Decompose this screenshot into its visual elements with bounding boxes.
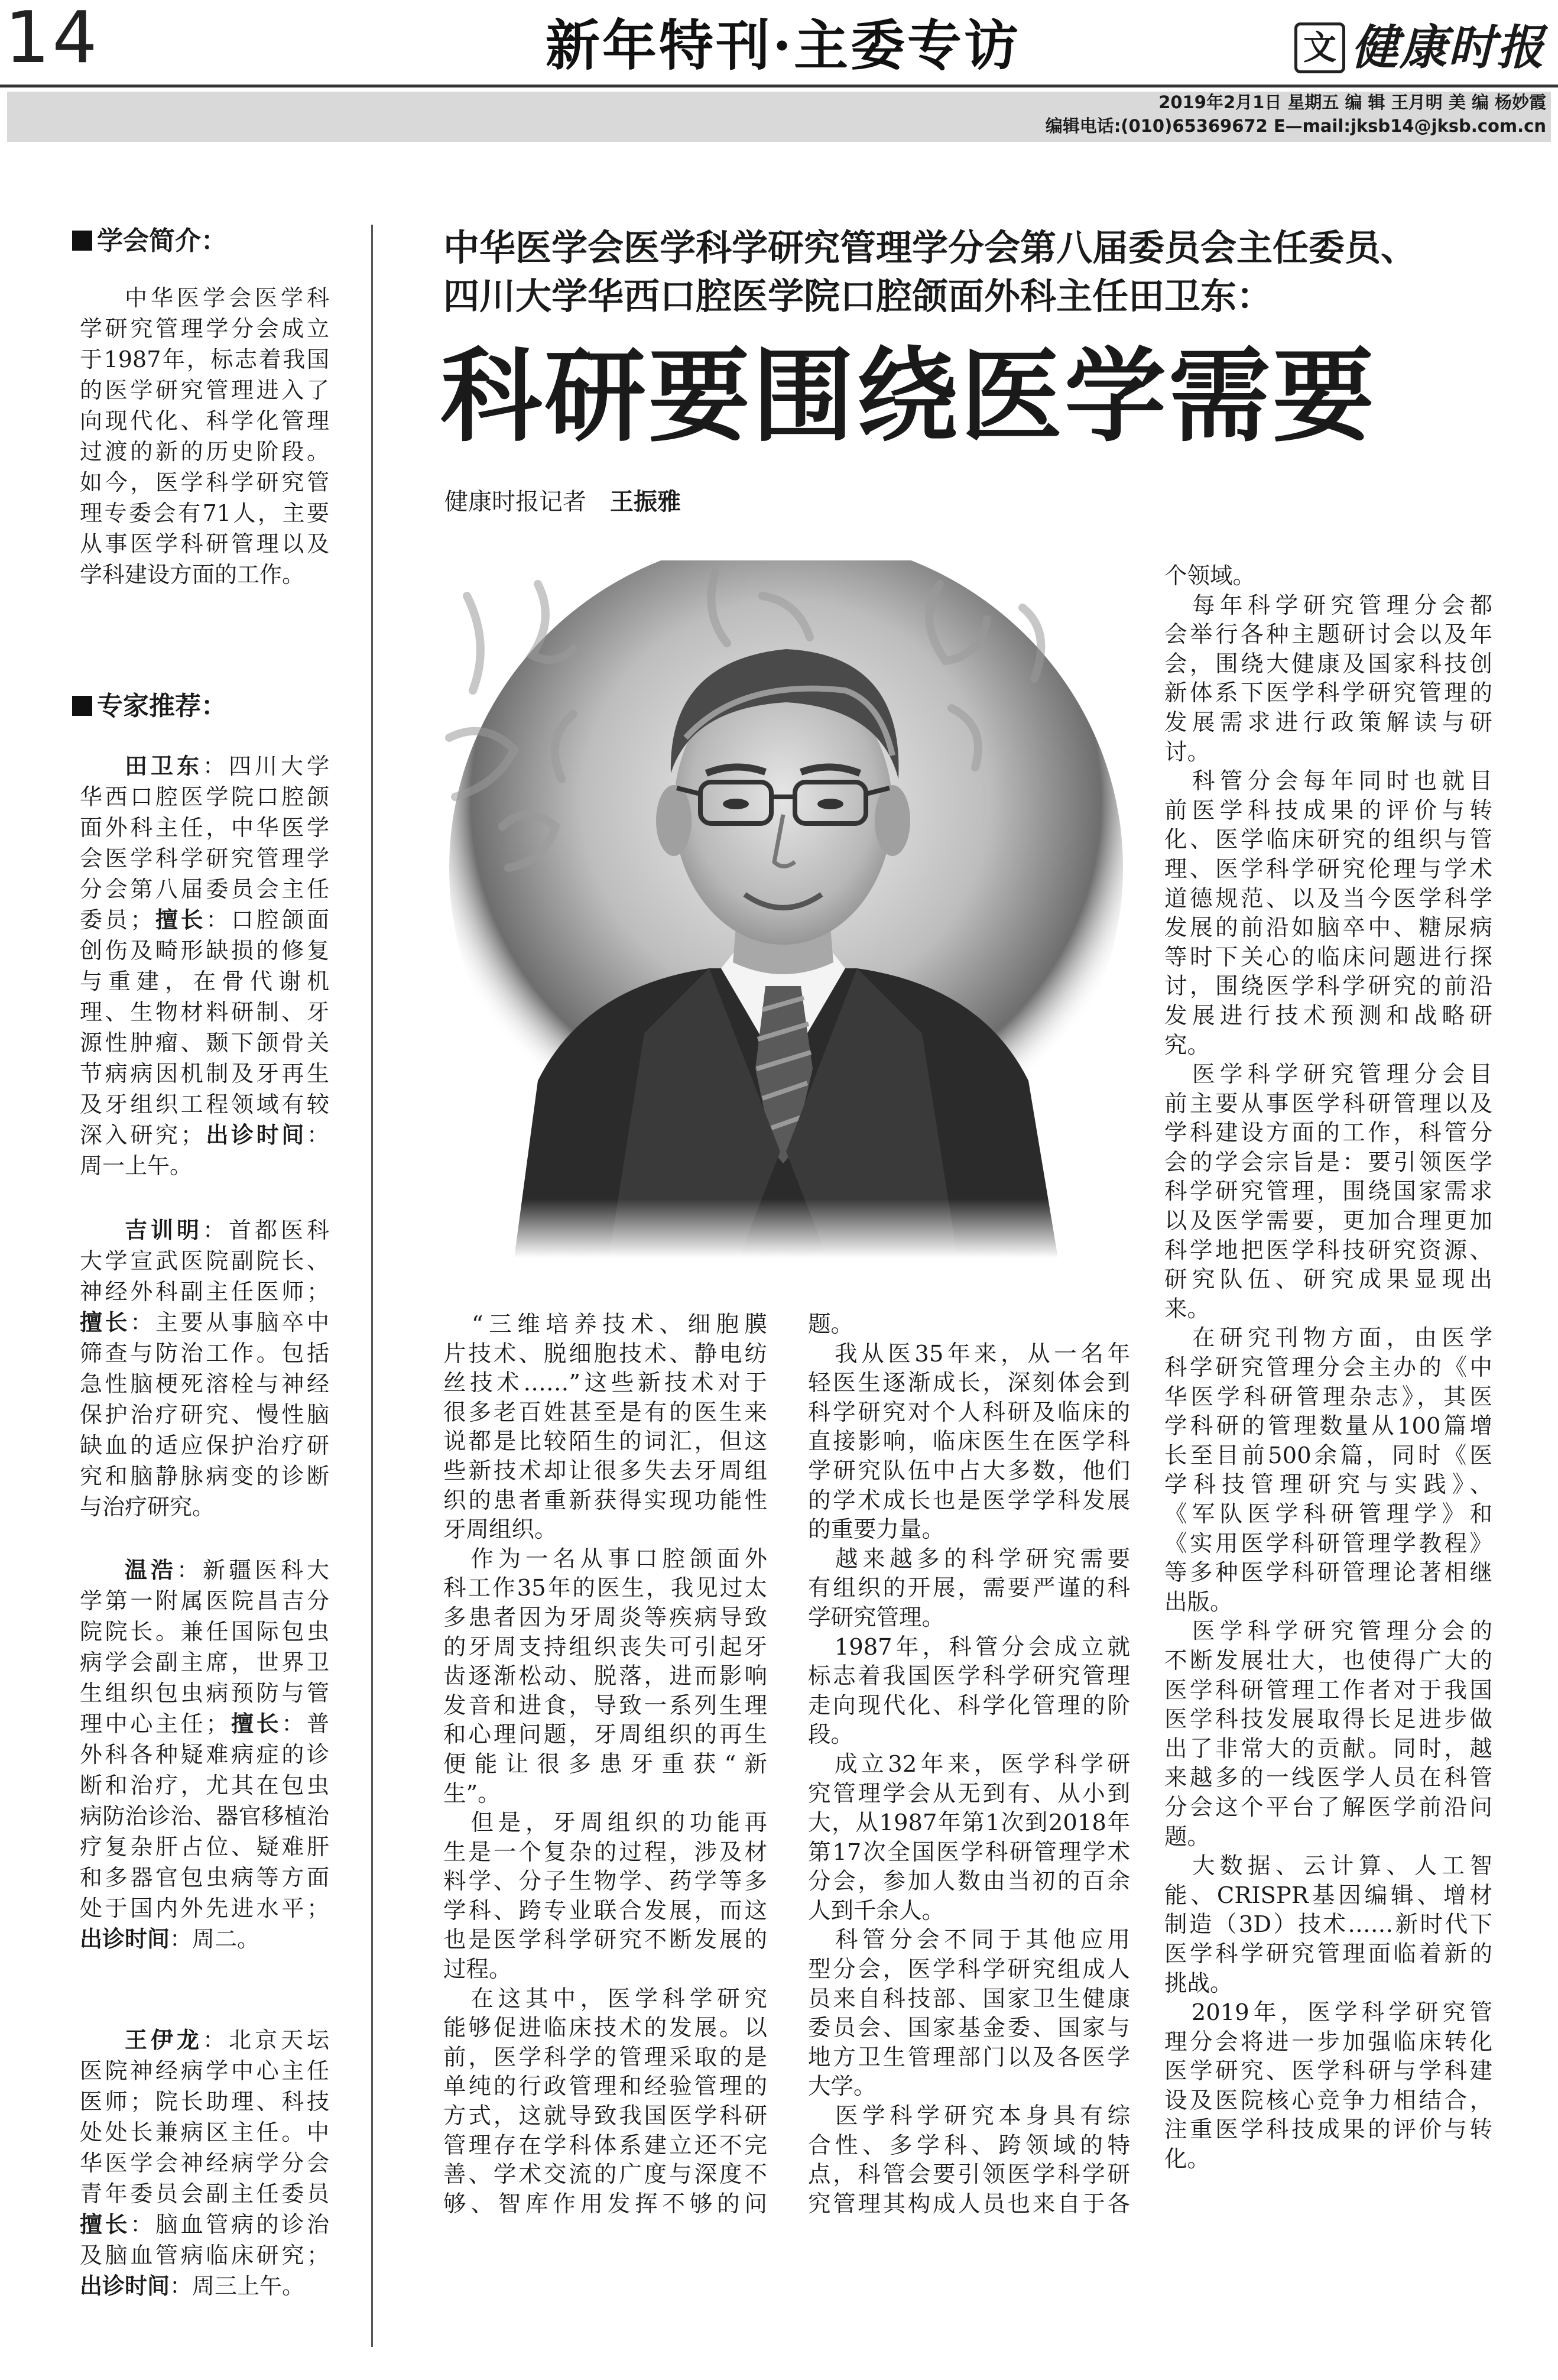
article-line: 分会这个平台了解医学前沿问 xyxy=(1164,1794,1492,1821)
expert-line xyxy=(80,1862,329,1893)
byline xyxy=(444,486,681,518)
article-line: 能、CRISPR基因编辑、增材 xyxy=(1164,1882,1492,1909)
expert-text: 源性肿瘤、颞下颌骨关 xyxy=(80,1030,329,1056)
society-intro-line: 理专委会有71人，主要 xyxy=(80,500,329,526)
article-line: 第17次全国医学科研管理学术 xyxy=(808,1838,1130,1866)
article-line: 很多老百姓甚至是有的医生来 xyxy=(443,1399,767,1426)
article-line: 单纯的行政管理和经验管理的 xyxy=(443,2073,767,2100)
expert-text: 及牙组织工程领域有较 xyxy=(80,1091,329,1117)
portrait-illustration xyxy=(431,560,1135,1258)
article-line: 新体系下医学科学研究管理的 xyxy=(1164,680,1492,707)
expert-line xyxy=(80,1246,329,1276)
article-line: 的学术成长也是医学学科发展 xyxy=(808,1487,1130,1514)
article-line: 直接影响，临床医生在医学科 xyxy=(808,1428,1130,1455)
article-line: 讨，围绕医学科学研究的前沿 xyxy=(1164,973,1492,1000)
expert-line xyxy=(80,966,329,997)
expert-line xyxy=(80,1120,329,1150)
expert-text: 学第一附属医院昌吉分 xyxy=(80,1588,329,1614)
article-line: 设及医院核心竞争力相结合， xyxy=(1164,2087,1492,2114)
article-line: 发展进行技术预测和战略研 xyxy=(1164,1002,1492,1029)
expert-line xyxy=(80,1924,329,1954)
society-intro xyxy=(80,283,329,590)
article-line: 在研究刊物方面，由医学 xyxy=(1164,1325,1492,1352)
expert-line xyxy=(80,2271,329,2301)
article-line: 学研究管理。 xyxy=(808,1604,945,1631)
experts-heading xyxy=(72,689,227,724)
expert-line xyxy=(80,997,329,1027)
article-line: 织的患者重新获得实现功能性 xyxy=(443,1487,767,1514)
article-line: 出版。 xyxy=(1164,1588,1233,1616)
expert-text: ：普 xyxy=(281,1711,329,1737)
article-column-2 xyxy=(808,1310,1130,2219)
expert-label: 擅长 xyxy=(80,1309,131,1335)
expert-line xyxy=(80,1491,329,1522)
article-line: 型分会，医学科学研究组成人 xyxy=(808,1956,1130,1983)
header-rule xyxy=(0,85,1558,87)
expert-text: ：口腔颌面 xyxy=(206,907,329,933)
article-line: “三维培养技术、细胞膜 xyxy=(443,1311,767,1338)
expert-text: 深入研究； xyxy=(80,1122,203,1148)
expert-text: 理、生物材料研制、牙 xyxy=(80,999,329,1025)
expert-text: 大学宣武医院副院长、 xyxy=(80,1248,329,1274)
expert-text: 生组织包虫病预防与管 xyxy=(80,1680,329,1706)
expert-text: 委员； xyxy=(80,907,153,933)
expert-line xyxy=(80,1276,329,1307)
article-line: 大数据、云计算、人工智 xyxy=(1164,1853,1492,1880)
article-line: 等多种医学科研管理论著相继 xyxy=(1164,1559,1492,1587)
article-line: 也是医学科学研究不断发展的 xyxy=(443,1927,767,1954)
article-line: 究。 xyxy=(1164,1032,1210,1059)
expert-text: 外科各种疑难病症的诊 xyxy=(80,1742,329,1768)
article-line: 方式，这就导致我国医学科研 xyxy=(443,2103,767,2130)
article-line: 作为一名从事口腔颌面外 xyxy=(443,1545,767,1572)
expert-line xyxy=(80,1770,329,1801)
article-line: 以及医学需要，更加合理更加 xyxy=(1164,1208,1492,1235)
expert-entry xyxy=(80,751,329,1181)
article-line: 医学研究、医学科研与学科建 xyxy=(1164,2058,1492,2085)
article-line: 研究队伍、研究成果显现出 xyxy=(1164,1266,1492,1293)
experts-heading-text: 专家推荐： xyxy=(97,691,227,721)
expert-label: 擅长 xyxy=(80,2212,131,2238)
article-line: 医学科学研究管理分会的 xyxy=(1164,1618,1492,1645)
article-line: 长至目前500余篇，同时《医 xyxy=(1164,1442,1492,1469)
subheadline-line-1: 中华医学会医学科学研究管理学分会第八届委员会主任委员、 xyxy=(443,227,1417,269)
expert-line xyxy=(80,2240,329,2271)
expert-line xyxy=(80,1307,329,1338)
article-line: 合性、多学科、跨领域的特 xyxy=(808,2132,1130,2159)
article-line: 走向现代化、科学化管理的阶 xyxy=(808,1692,1130,1719)
article-line: 能够促进临床技术的发展。以 xyxy=(443,2015,767,2042)
article-line: 生”。 xyxy=(443,1780,501,1807)
newspaper-logo xyxy=(1294,18,1554,77)
expert-line xyxy=(80,812,329,843)
article-line: 地方卫生管理部门以及各医学 xyxy=(808,2044,1130,2071)
article-line: 《实用医学科研管理学教程》 xyxy=(1164,1530,1492,1557)
article-line: 讨。 xyxy=(1164,738,1210,766)
article-line: 料学、分子生物学、药学等多 xyxy=(443,1868,767,1895)
expert-line xyxy=(80,1831,329,1862)
expert-line xyxy=(80,1801,329,1831)
article-line: 有组织的开展，需要严谨的科 xyxy=(808,1575,1130,1602)
article-line: 注重医学科技成果的评价与转 xyxy=(1164,2116,1492,2144)
sidebar-divider xyxy=(371,225,373,2347)
article-line: 每年科学研究管理分会都 xyxy=(1164,592,1492,619)
expert-label: 出诊时间 xyxy=(203,1122,307,1148)
article-line: 不断发展壮大，也使得广大的 xyxy=(1164,1647,1492,1674)
article-line: 题。 xyxy=(1164,1823,1210,1850)
expert-text: 急性脑梗死溶栓与神经 xyxy=(80,1371,329,1397)
expert-text: ：北京天坛 xyxy=(203,2027,329,2053)
article-line: 道德规范、以及当今医学科学 xyxy=(1164,885,1492,912)
expert-text: 与重建，在骨代谢机 xyxy=(80,968,329,994)
expert-label: 王伊龙 xyxy=(125,2027,203,2053)
article-line: 成立32年来，医学科学研 xyxy=(808,1750,1130,1778)
expert-label: 温浩 xyxy=(125,1557,177,1583)
expert-line xyxy=(80,2148,329,2178)
article-line: 员来自科技部、国家卫生健康 xyxy=(808,1985,1130,2012)
expert-text: 创伤及畸形缺损的修复 xyxy=(80,938,329,964)
article-line: 学科技管理研究与实践》、 xyxy=(1164,1471,1492,1499)
expert-line xyxy=(80,1616,329,1647)
expert-text: 医师；院长助理、科技 xyxy=(80,2089,329,2115)
article-column-3 xyxy=(1164,562,1492,2174)
article-line: 会举行各种主题研讨会以及年 xyxy=(1164,621,1492,648)
expert-line xyxy=(80,1399,329,1430)
article-line: 管理存在学科体系建立还不完 xyxy=(443,2132,767,2159)
expert-line xyxy=(80,782,329,812)
article-line: 便能让很多患牙重获“新 xyxy=(443,1750,767,1778)
article-line: 发音和进食，导致一系列生理 xyxy=(443,1692,767,1719)
section-title: 新年特刊·主委专访 xyxy=(545,14,1021,77)
expert-text: 神经外科副主任医师； xyxy=(80,1279,329,1305)
expert-line xyxy=(80,1708,329,1739)
expert-text: 理中心主任； xyxy=(80,1711,229,1737)
expert-text: 院院长。兼任国际包虫 xyxy=(80,1619,329,1645)
article-line: 说都是比较陌生的词汇，但这 xyxy=(443,1428,767,1455)
portrait-photo xyxy=(431,560,1135,1258)
article-line: 医学科技发展取得长足进步做 xyxy=(1164,1706,1492,1733)
expert-text: 筛查与防治工作。包括 xyxy=(80,1340,329,1366)
expert-text: 周一上午。 xyxy=(80,1153,193,1179)
society-intro-line: 如今，医学科学研究管 xyxy=(80,469,329,495)
expert-line xyxy=(80,843,329,874)
article-line: 我从医35年来，从一名年 xyxy=(808,1340,1130,1367)
article-line: 科管分会不同于其他应用 xyxy=(808,1927,1130,1954)
article-line: 轻医生逐渐成长，深刻体会到 xyxy=(808,1370,1130,1397)
expert-text: 断和治疗，尤其在包虫 xyxy=(80,1772,329,1798)
article-line: 来。 xyxy=(1164,1295,1210,1322)
expert-text: ： xyxy=(306,1122,329,1148)
article-line: 委员会、国家基金委、国家与 xyxy=(808,2015,1130,2042)
article-line: 牙周组织。 xyxy=(443,1516,557,1544)
expert-text: 究和脑静脉病变的诊断 xyxy=(80,1463,329,1489)
article-line: 分会，参加人数由当初的百余 xyxy=(808,1868,1130,1895)
article-line: 科学研究管理分会主办的《中 xyxy=(1164,1354,1492,1382)
expert-text: ：周三上午。 xyxy=(170,2273,305,2299)
article-column-1 xyxy=(443,1310,767,2219)
date-editor-line: 2019年2月1日 星期五 编 辑 王月明 美 编 杨妙霞 xyxy=(1158,92,1546,112)
expert-line xyxy=(80,1461,329,1491)
article-line: 大，从1987年第1次到2018年 xyxy=(808,1810,1130,1837)
expert-text: 医院神经病学中心主任 xyxy=(80,2058,329,2084)
expert-text: 处处长兼病区主任。中 xyxy=(80,2119,329,2145)
article-line: 标志着我国医学科学研究管理 xyxy=(808,1663,1130,1690)
article-line: 前，医学科学的管理采取的是 xyxy=(443,2044,767,2071)
expert-entry xyxy=(80,1555,329,1954)
article-line: 生是一个复杂的过程，涉及材 xyxy=(443,1838,767,1866)
article-line: 1987年，科管分会成立就 xyxy=(808,1633,1130,1661)
article-line: 的牙周支持组织丧失可引起牙 xyxy=(443,1633,767,1661)
expert-line xyxy=(80,1585,329,1616)
article-line: 医学科学研究管理分会目 xyxy=(1164,1061,1492,1088)
article-line: 齿逐渐松动、脱落，进而影响 xyxy=(443,1663,767,1690)
article-line: 前主要从事医学科研管理以及 xyxy=(1164,1090,1492,1117)
expert-text: ：四川大学 xyxy=(203,753,329,779)
expert-text: 与治疗研究。 xyxy=(80,1494,215,1520)
article-line: 段。 xyxy=(808,1721,854,1749)
subheadline-line-2: 四川大学华西口腔医学院口腔颌面外科主任田卫东： xyxy=(443,275,1273,317)
expert-label: 田卫东 xyxy=(125,753,203,779)
logo-mark-icon: 文 xyxy=(1294,22,1345,73)
article-line: 在这其中，医学科学研究 xyxy=(443,1985,767,2012)
article-line: 化、医学临床研究的组织与管 xyxy=(1164,826,1492,854)
article-line: 究管理学会从无到有、从小到 xyxy=(808,1780,1130,1807)
expert-line xyxy=(80,1058,329,1089)
expert-text: 分会第八届委员会主任 xyxy=(80,876,329,902)
expert-label: 擅长 xyxy=(228,1711,282,1737)
expert-text: 疗复杂肝占位、疑难肝 xyxy=(80,1834,329,1860)
contact-line: 编辑电话:(010)65369672 E—mail:jksb14@jksb.com.cn xyxy=(1045,116,1546,136)
expert-line xyxy=(80,2055,329,2086)
article-line: 等时下关心的临床问题进行探 xyxy=(1164,943,1492,971)
byline-prefix: 健康时报记者 xyxy=(444,488,586,515)
article-line: 化。 xyxy=(1164,2146,1210,2173)
expert-line xyxy=(80,904,329,935)
article-line: 些新技术却让很多失去牙周组 xyxy=(443,1457,767,1484)
expert-line xyxy=(80,1027,329,1058)
article-line: 来越多的一线医学人员在科管 xyxy=(1164,1765,1492,1792)
expert-line xyxy=(80,1893,329,1924)
article-line: 究管理其构成人员也来自于各 xyxy=(808,2190,1130,2217)
expert-line xyxy=(80,1647,329,1678)
article-line: 丝技术……”这些新技术对于 xyxy=(443,1370,767,1397)
expert-text: ：新疆医科大 xyxy=(177,1557,329,1583)
square-bullet-icon xyxy=(72,231,92,251)
article-line: 够、智库作用发挥不够的问 xyxy=(443,2190,767,2217)
article-line: 2019年，医学科学研究管 xyxy=(1164,1999,1492,2026)
expert-label: 擅长 xyxy=(152,907,206,933)
society-heading-text: 学会简介： xyxy=(97,226,227,256)
expert-line xyxy=(80,1555,329,1585)
expert-line xyxy=(80,1678,329,1708)
article-line: 片技术、脱细胞技术、静电纺 xyxy=(443,1340,767,1367)
society-intro-line: 过渡的新的历史阶段。 xyxy=(80,439,329,465)
article-line: 个领域。 xyxy=(1164,563,1256,589)
article-line: 和心理问题，牙周组织的再生 xyxy=(443,1721,767,1749)
society-intro-line: 学研究管理学分会成立 xyxy=(80,316,329,342)
expert-text: 及脑血管病临床研究； xyxy=(80,2242,329,2268)
expert-line xyxy=(80,2209,329,2240)
article-line: 大学。 xyxy=(808,2073,877,2100)
article-line: 医学科学研究管理面临着新的 xyxy=(1164,1940,1492,1967)
article-line: 科学研究对个人科研及临床的 xyxy=(808,1399,1130,1426)
article-line: 学研究队伍中占大多数，他们 xyxy=(808,1457,1130,1484)
expert-label: 出诊时间 xyxy=(80,2273,170,2299)
expert-line xyxy=(80,2086,329,2117)
expert-line xyxy=(80,1739,329,1770)
expert-line xyxy=(80,1338,329,1369)
expert-label: 出诊时间 xyxy=(80,1926,170,1952)
expert-entry xyxy=(80,1215,329,1522)
article-line: 医学科学研究本身具有综 xyxy=(808,2103,1130,2130)
expert-text: ：首都医科 xyxy=(203,1217,329,1243)
expert-line xyxy=(80,935,329,966)
expert-text: ：脑血管病的诊治 xyxy=(130,2212,329,2238)
article-line: 点，科管会要引领医学科学研 xyxy=(808,2161,1130,2188)
article-line: 题。 xyxy=(808,1311,854,1338)
article-line: 理分会将进一步加强临床转化 xyxy=(1164,2028,1492,2055)
expert-line xyxy=(80,2117,329,2148)
article-line: 科学地把医学科技研究资源、 xyxy=(1164,1237,1492,1264)
article-line: 挑战。 xyxy=(1164,1970,1233,1997)
expert-text: 保护治疗研究、慢性脑 xyxy=(80,1402,329,1428)
article-line: 学科研的管理数量从100篇增 xyxy=(1164,1413,1492,1440)
article-line: 会的学会宗旨是：要引领医学 xyxy=(1164,1149,1492,1176)
logo-name: 健康时报 xyxy=(1351,20,1545,75)
article-line: 越来越多的科学研究需要 xyxy=(808,1545,1130,1572)
society-intro-line: 学科建设方面的工作。 xyxy=(80,562,305,588)
expert-text: 和多器官包虫病等方面 xyxy=(80,1865,329,1891)
article-line: 学科建设方面的工作，科管分 xyxy=(1164,1120,1492,1147)
expert-text: 华医学会神经病学分会 xyxy=(80,2150,329,2176)
expert-line xyxy=(80,1430,329,1461)
article-line: 科工作35年的医生，我见过太 xyxy=(443,1575,767,1602)
article-line: 制造（3D）技术……新时代下 xyxy=(1164,1911,1492,1938)
expert-line xyxy=(80,1089,329,1120)
society-intro-line: 于1987年，标志着我国 xyxy=(80,346,329,372)
expert-line xyxy=(80,1150,329,1181)
expert-text: 处于国内外先进水平； xyxy=(80,1895,329,1921)
expert-text: 会医学科学研究管理学 xyxy=(80,845,329,871)
article-line: 会，围绕大健康及国家科技创 xyxy=(1164,650,1492,677)
expert-line xyxy=(80,1369,329,1399)
expert-line xyxy=(80,2178,329,2209)
expert-text: 病学会副主席，世界卫 xyxy=(80,1649,329,1675)
article-line: 理、医学科学研究伦理与学术 xyxy=(1164,855,1492,883)
expert-line xyxy=(80,2025,329,2055)
society-intro-line: 向现代化、科学化管理 xyxy=(80,408,329,434)
article-line: 学科、跨专业联合发展，而这 xyxy=(443,1897,767,1924)
article-line: 科学研究管理，围绕国家需求 xyxy=(1164,1178,1492,1205)
article-line: 善、学术交流的广度与深度不 xyxy=(443,2161,767,2188)
article-line: 发展需求进行政策解读与研 xyxy=(1164,709,1492,736)
expert-text: ：周二。 xyxy=(170,1926,260,1952)
article-line: 医学科研管理工作者对于我国 xyxy=(1164,1677,1492,1704)
article-line: 发展的前沿如脑卒中、糖尿病 xyxy=(1164,915,1492,942)
expert-text: 华西口腔医学院口腔颌 xyxy=(80,784,329,810)
expert-text: 病防治诊治、器官移植治 xyxy=(80,1803,329,1829)
article-line: 《军队医学科研管理学》和 xyxy=(1164,1501,1492,1528)
main-headline: 科研要围绕医学需要 xyxy=(440,336,1377,456)
society-intro-line: 中华医学会医学科 xyxy=(125,285,329,311)
article-line: 但是，牙周组织的功能再 xyxy=(443,1810,767,1837)
expert-line xyxy=(80,1215,329,1246)
expert-text: 节病病因机制及牙再生 xyxy=(80,1061,329,1087)
article-line: 多患者因为牙周炎等疾病导致 xyxy=(443,1604,767,1631)
expert-text: ：主要从事脑卒中 xyxy=(130,1309,329,1335)
article-line: 科管分会每年同时也就目 xyxy=(1164,768,1492,795)
expert-entry xyxy=(80,2025,329,2301)
expert-text: 面外科主任，中华医学 xyxy=(80,815,329,841)
article-line: 出了非常大的贡献。同时，越 xyxy=(1164,1735,1492,1762)
society-heading xyxy=(72,223,227,259)
byline-name: 王振雅 xyxy=(610,488,681,515)
page-number: 14 xyxy=(5,0,100,79)
society-intro-line: 的医学研究管理进入了 xyxy=(80,377,329,403)
expert-text: 青年委员会副主任委员 xyxy=(80,2181,329,2207)
expert-label: 吉训明 xyxy=(125,1217,203,1243)
article-line: 前医学科技成果的评价与转 xyxy=(1164,797,1492,824)
expert-line xyxy=(80,874,329,904)
expert-text: 缺血的适应保护治疗研 xyxy=(80,1432,329,1458)
expert-line xyxy=(80,751,329,782)
article-line: 的重要力量。 xyxy=(808,1516,945,1544)
square-bullet-icon xyxy=(72,696,92,716)
article-line: 人到千余人。 xyxy=(808,1897,945,1924)
article-line: 过程。 xyxy=(443,1956,512,1983)
society-intro-line: 从事医学科研管理以及 xyxy=(80,531,329,557)
article-line: 华医学科研管理杂志》，其医 xyxy=(1164,1383,1492,1411)
